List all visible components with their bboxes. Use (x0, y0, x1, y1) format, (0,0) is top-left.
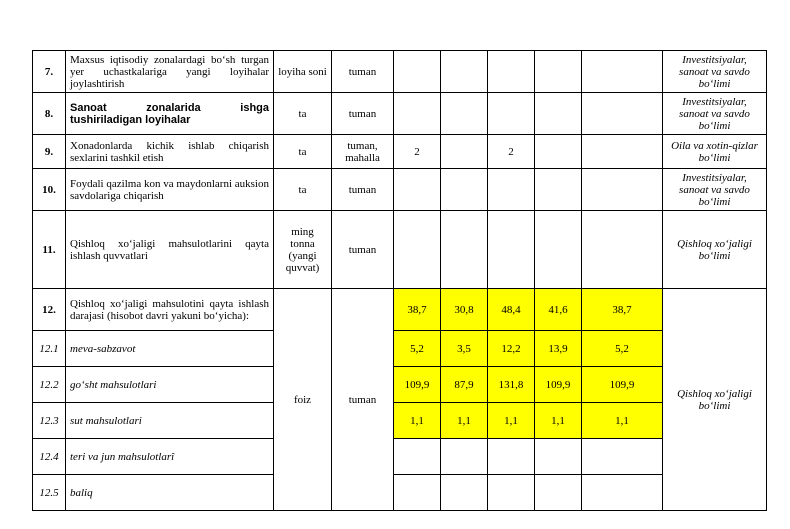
value-cell-highlighted: 1,1 (394, 403, 441, 439)
value-cell (488, 93, 535, 135)
value-cell (488, 51, 535, 93)
value-cell-highlighted: 38,7 (582, 289, 663, 331)
table-row (33, 51, 767, 93)
responsible-cell: Investitsiyalar, sanoat va savdo bo‘limi (663, 169, 767, 211)
table-row (33, 475, 767, 511)
value-cell (394, 211, 441, 289)
table-row (33, 135, 767, 169)
value-cell (441, 439, 488, 475)
row-number: 10. (33, 169, 66, 211)
table-row (33, 169, 767, 211)
unit-cell: ta (274, 135, 332, 169)
value-cell (582, 475, 663, 511)
value-cell (535, 135, 582, 169)
responsible-cell: Oila va xotin-qizlar bo‘limi (663, 135, 767, 169)
indicator-text: go‘sht mahsulotlari (66, 367, 274, 403)
value-cell (582, 211, 663, 289)
indicator-text: teri va jun mahsulotlarî (66, 439, 274, 475)
indicator-text: Maxsus iqtisodiy zonalardagi bo‘sh turgan yer uchastkalariga yangi loyihalar joylashtirish (66, 51, 274, 93)
indicator-text: baliq (66, 475, 274, 511)
value-cell (394, 169, 441, 211)
value-cell (535, 169, 582, 211)
row-number: 9. (33, 135, 66, 169)
value-cell-highlighted: 1,1 (488, 403, 535, 439)
value-cell-highlighted: 109,9 (535, 367, 582, 403)
level-cell: tuman (332, 93, 394, 135)
value-cell (441, 475, 488, 511)
value-cell (441, 211, 488, 289)
value-cell (394, 475, 441, 511)
value-cell-highlighted: 13,9 (535, 331, 582, 367)
value-cell-highlighted: 1,1 (441, 403, 488, 439)
value-cell-highlighted: 87,9 (441, 367, 488, 403)
row-number: 12. (33, 289, 66, 331)
value-cell (394, 439, 441, 475)
indicator-text: Foydali qazilma kon va maydonlarni auksion savdolariga chiqarish (66, 169, 274, 211)
row-number: 12.1 (33, 331, 66, 367)
value-cell-highlighted: 1,1 (582, 403, 663, 439)
value-cell-highlighted: 1,1 (535, 403, 582, 439)
value-cell (488, 475, 535, 511)
value-cell-highlighted: 5,2 (582, 331, 663, 367)
responsible-cell: Investitsiyalar, sanoat va savdo bo‘limi (663, 51, 767, 93)
value-cell-highlighted: 41,6 (535, 289, 582, 331)
table-row (33, 367, 767, 403)
value-cell-highlighted: 3,5 (441, 331, 488, 367)
value-cell (488, 439, 535, 475)
row-number: 8. (33, 93, 66, 135)
indicator-text: meva-sabzavot (66, 331, 274, 367)
table-row (33, 331, 767, 367)
unit-cell: ta (274, 169, 332, 211)
value-cell-highlighted: 48,4 (488, 289, 535, 331)
indicator-text: Xonadonlarda kichik ishlab chiqarish sexlarini tashkil etish (66, 135, 274, 169)
table-row (33, 289, 767, 331)
value-cell: 2 (488, 135, 535, 169)
responsible-cell: Investitsiyalar, sanoat va savdo bo‘limi (663, 93, 767, 135)
value-cell (535, 439, 582, 475)
value-cell (582, 169, 663, 211)
value-cell: 2 (394, 135, 441, 169)
value-cell (441, 93, 488, 135)
value-cell (535, 51, 582, 93)
row-number: 12.5 (33, 475, 66, 511)
row-number: 12.3 (33, 403, 66, 439)
table-row (33, 439, 767, 475)
table-row (33, 403, 767, 439)
value-cell-highlighted: 12,2 (488, 331, 535, 367)
unit-cell: foiz (274, 289, 332, 511)
value-cell (441, 51, 488, 93)
level-cell: tuman (332, 51, 394, 93)
value-cell (582, 51, 663, 93)
value-cell-highlighted: 109,9 (582, 367, 663, 403)
table-row (33, 93, 767, 135)
row-number: 12.4 (33, 439, 66, 475)
value-cell (582, 439, 663, 475)
row-number: 11. (33, 211, 66, 289)
level-cell: tuman (332, 211, 394, 289)
value-cell-highlighted: 5,2 (394, 331, 441, 367)
value-cell (394, 51, 441, 93)
level-cell: tuman (332, 169, 394, 211)
level-cell: tuman, mahalla (332, 135, 394, 169)
value-cell-highlighted: 109,9 (394, 367, 441, 403)
value-cell (441, 169, 488, 211)
level-cell: tuman (332, 289, 394, 511)
indicator-text: Qishloq xo‘jaligi mahsulotlarini qayta ishlash quvvatlari (66, 211, 274, 289)
value-cell (488, 211, 535, 289)
unit-cell: ming tonna (yangi quvvat) (274, 211, 332, 289)
value-cell (535, 475, 582, 511)
value-cell (441, 135, 488, 169)
value-cell (535, 93, 582, 135)
value-cell-highlighted: 30,8 (441, 289, 488, 331)
value-cell (582, 135, 663, 169)
row-number: 12.2 (33, 367, 66, 403)
value-cell (488, 169, 535, 211)
value-cell-highlighted: 131,8 (488, 367, 535, 403)
unit-cell: loyiha soni (274, 51, 332, 93)
value-cell (394, 93, 441, 135)
value-cell-highlighted: 38,7 (394, 289, 441, 331)
value-cell (582, 93, 663, 135)
value-cell (535, 211, 582, 289)
indicator-text: Qishloq xo‘jaligi mahsulotini qayta ishlash darajasi (hisobot davri yakuni bo‘yicha): (66, 289, 274, 331)
indicator-text: Sanoat zonalarida ishga tushiriladigan loyihalar (66, 93, 274, 135)
responsible-cell: Qishloq xo‘jaligi bo‘limi (663, 289, 767, 511)
indicator-table (32, 50, 767, 511)
row-number: 7. (33, 51, 66, 93)
indicator-text: sut mahsulotlari (66, 403, 274, 439)
responsible-cell: Qishloq xo‘jaligi bo‘limi (663, 211, 767, 289)
table-row (33, 211, 767, 289)
unit-cell: ta (274, 93, 332, 135)
